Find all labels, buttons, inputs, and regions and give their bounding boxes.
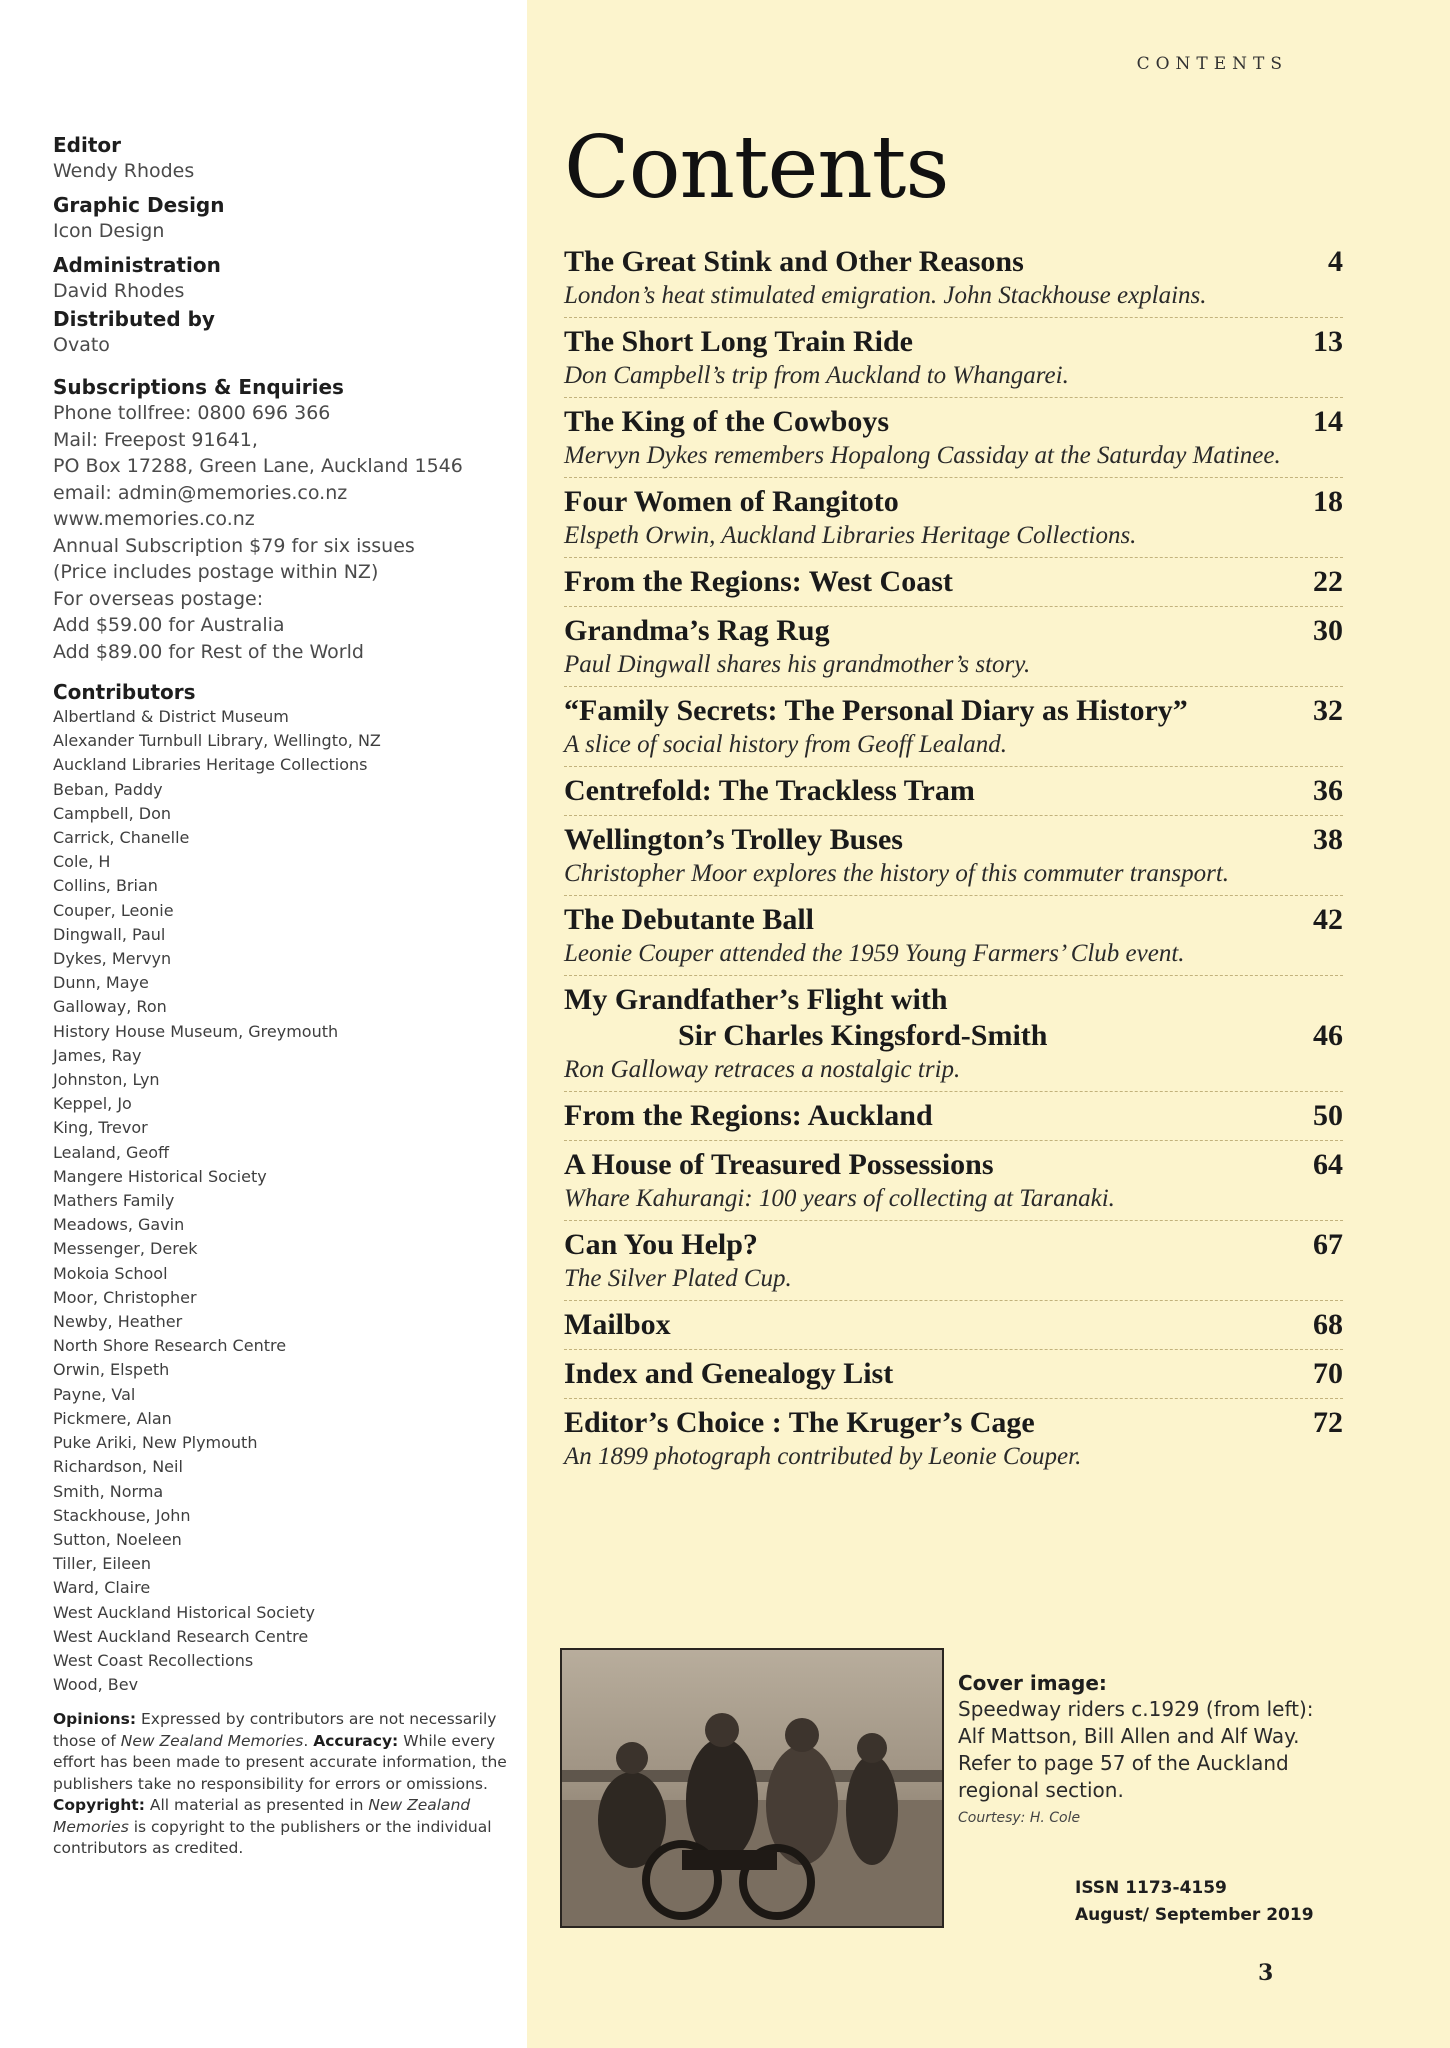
issue-date: August/ September 2019 <box>1075 1905 1314 1925</box>
copyright-text-b: is copyright to the publishers or the individual contributors as credited. <box>53 1817 492 1858</box>
toc-entry-row <box>564 1307 1343 1343</box>
toc-entry-description: Ron Galloway retraces a nostalgic trip. <box>564 1056 961 1083</box>
toc-entry-title-line2: Sir Charles Kingsford-Smith <box>678 1019 1048 1052</box>
toc-entry-row <box>564 822 1343 858</box>
toc-entry-description: Paul Dingwall shares his grandmother’s story. <box>564 651 1031 678</box>
toc-entry-description: Whare Kahurangi: 100 years of collecting at Taranaki. <box>564 1185 1115 1212</box>
contributor-name: Smith, Norma <box>53 1481 164 1501</box>
toc-entry-page: 70 <box>1313 1357 1343 1390</box>
toc-entry-title: Can You Help? <box>564 1228 758 1261</box>
contributor-name: King, Trevor <box>53 1118 148 1138</box>
issn-block <box>1075 1875 1314 1929</box>
contributor-name: Meadows, Gavin <box>53 1215 185 1235</box>
design-name: Icon Design <box>53 220 165 242</box>
section-header: CONTENTS <box>1136 54 1288 74</box>
cover-caption-text: Speedway riders c.1929 (from left): Alf Mattson, Bill Allen and Alf Way. Refer to page 57 of the Auckland regional section. <box>958 1697 1314 1802</box>
toc-entry-page: 46 <box>1313 1019 1343 1052</box>
contributor-name: Albertland & District Museum <box>53 707 289 726</box>
toc-entry[interactable] <box>564 976 1343 1092</box>
page-title: Contents <box>564 118 949 218</box>
toc-entry-row <box>564 1356 1343 1392</box>
toc-entry-row <box>564 693 1343 729</box>
toc-entry[interactable] <box>564 238 1343 318</box>
toc-entry-row <box>564 1147 1343 1183</box>
design-label: Graphic Design <box>53 193 225 217</box>
issn: ISSN 1173-4159 <box>1075 1878 1227 1898</box>
contributor-name: Tiller, Eileen <box>53 1554 152 1574</box>
toc-entry-page: 30 <box>1313 614 1343 647</box>
toc-entry-page: 22 <box>1313 565 1343 598</box>
toc-entry[interactable] <box>564 1399 1343 1478</box>
toc-entry-description: Mervyn Dykes remembers Hopalong Cassiday at the Saturday Matinee. <box>564 442 1281 469</box>
toc-entry-title: “Family Secrets: The Personal Diary as History” <box>564 694 1188 727</box>
contributor-name: Mathers Family <box>53 1191 175 1211</box>
toc-entry-title: Wellington’s Trolley Buses <box>564 823 903 856</box>
toc-entry[interactable] <box>564 478 1343 558</box>
toc-entry-row <box>564 1405 1343 1441</box>
contributor-name: West Auckland Research Centre <box>53 1626 309 1646</box>
subscription-line: Add $59.00 for Australia <box>53 614 285 636</box>
contributor-name: Richardson, Neil <box>53 1457 183 1477</box>
toc-entry-description: Leonie Couper attended the 1959 Young Farmers’ Club event. <box>564 940 1185 967</box>
subscription-line: Phone tollfree: 0800 696 366 <box>53 402 331 424</box>
toc-entry-description: London’s heat stimulated emigration. John Stackhouse explains. <box>564 282 1207 309</box>
contributor-name: Alexander Turnbull Library, Wellingto, NZ <box>53 731 381 751</box>
contributor-name: Johnston, Lyn <box>53 1070 160 1090</box>
toc-entry-page: 32 <box>1313 694 1343 727</box>
contributors-list <box>53 705 513 1697</box>
toc-entry-page: 64 <box>1313 1148 1343 1181</box>
contributor-name: Carrick, Chanelle <box>53 828 190 848</box>
toc-entry-row <box>564 773 1343 809</box>
contributor-name: Keppel, Jo <box>53 1094 132 1114</box>
contributor-name: Newby, Heather <box>53 1312 183 1332</box>
contributor-name: Dunn, Maye <box>53 973 149 993</box>
contributor-name: Dykes, Mervyn <box>53 949 172 969</box>
toc-entry-page: 14 <box>1313 405 1343 438</box>
contributor-name: Ward, Claire <box>53 1578 151 1598</box>
toc-entry-title: The Great Stink and Other Reasons <box>564 245 1024 278</box>
contributor-name: Moor, Christopher <box>53 1287 197 1307</box>
toc-entry-page: 38 <box>1313 823 1343 856</box>
toc-entry[interactable] <box>564 398 1343 478</box>
toc-entry-title: Mailbox <box>564 1308 671 1341</box>
contributor-name: History House Museum, Greymouth <box>53 1021 339 1041</box>
toc-entry-page: 50 <box>1313 1099 1343 1132</box>
toc-entry-page: 4 <box>1328 245 1343 278</box>
speedway-riders-photo <box>562 1650 942 1926</box>
distributor-name: Ovato <box>53 334 110 356</box>
accuracy-label: Accuracy: <box>313 1731 399 1750</box>
accuracy-text: While every effort has been made to present accurate information, the publishers take no responsibility for errors or omissions. <box>53 1731 507 1793</box>
toc-entry-row <box>564 324 1343 360</box>
copyright-magazine: New Zealand Memories <box>53 1796 471 1836</box>
toc-entry[interactable] <box>564 1092 1343 1141</box>
legal-notes <box>53 1709 513 1860</box>
toc-entry[interactable] <box>564 896 1343 976</box>
editor-label: Editor <box>53 133 121 157</box>
toc-entry-title: My Grandfather’s Flight with <box>564 983 948 1016</box>
contributor-name: Galloway, Ron <box>53 997 167 1017</box>
distributor-label: Distributed by <box>53 307 215 331</box>
table-of-contents <box>564 238 1343 1478</box>
toc-entry-title: A House of Treasured Possessions <box>564 1148 994 1181</box>
masthead-column <box>0 0 527 2048</box>
toc-entry-row <box>564 902 1343 938</box>
toc-entry-page: 42 <box>1313 903 1343 936</box>
contributor-name: Pickmere, Alan <box>53 1408 172 1428</box>
toc-entry-title: Four Women of Rangitoto <box>564 485 899 518</box>
cover-photo <box>560 1648 944 1928</box>
contributor-name: Auckland Libraries Heritage Collections <box>53 755 368 775</box>
opinions-magazine: New Zealand Memories <box>120 1731 304 1750</box>
toc-entry-row <box>564 1098 1343 1134</box>
contributor-name: Sutton, Noeleen <box>53 1529 182 1549</box>
toc-entry-row <box>564 484 1343 520</box>
toc-entry-title: From the Regions: West Coast <box>564 565 953 598</box>
admin-label: Administration <box>53 253 221 277</box>
subscription-line: Add $89.00 for Rest of the World <box>53 640 364 663</box>
toc-entry-row <box>564 613 1343 649</box>
subscription-line: Annual Subscription $79 for six issues <box>53 534 415 557</box>
subscription-line: Mail: Freepost 91641, <box>53 428 258 451</box>
admin-name: David Rhodes <box>53 280 185 302</box>
opinions-text-a: Expressed by contributors are not necessarily those of <box>53 1710 497 1750</box>
contributor-name: Orwin, Elspeth <box>53 1360 170 1380</box>
toc-entry-row <box>564 404 1343 440</box>
toc-entry[interactable] <box>564 318 1343 398</box>
contributor-name: Dingwall, Paul <box>53 924 166 944</box>
contributor-name: Wood, Bev <box>53 1675 139 1695</box>
opinions-label: Opinions: <box>53 1710 137 1729</box>
cover-caption-title: Cover image: <box>958 1671 1107 1695</box>
toc-entry-page: 36 <box>1313 774 1343 807</box>
contributor-name: Puke Ariki, New Plymouth <box>53 1433 258 1453</box>
contributor-name: Messenger, Derek <box>53 1239 198 1259</box>
subscription-line: For overseas postage: <box>53 587 264 610</box>
toc-entry-description: An 1899 photograph contributed by Leonie Couper. <box>564 1443 1082 1470</box>
copyright-label: Copyright: <box>53 1796 145 1815</box>
contributor-name: James, Ray <box>53 1045 142 1065</box>
contributor-name: Payne, Val <box>53 1384 136 1404</box>
toc-entry[interactable] <box>564 1221 1343 1301</box>
toc-entry-row <box>564 1018 1343 1054</box>
toc-entry[interactable] <box>564 1301 1343 1350</box>
editor-name: Wendy Rhodes <box>53 160 195 182</box>
page-number: 3 <box>1258 1960 1274 1986</box>
subscription-line: (Price includes postage within NZ) <box>53 561 379 583</box>
toc-entry-description: Elspeth Orwin, Auckland Libraries Heritage Collections. <box>564 522 1137 549</box>
toc-entry[interactable] <box>564 558 1343 607</box>
toc-entry-description: Don Campbell’s trip from Auckland to Whangarei. <box>564 362 1069 389</box>
contributor-name: Couper, Leonie <box>53 900 174 920</box>
cover-caption <box>958 1670 1328 1826</box>
toc-entry-page: 18 <box>1313 485 1343 518</box>
subscriptions-label: Subscriptions & Enquiries <box>53 375 344 399</box>
toc-entry-row <box>564 564 1343 600</box>
toc-entry-title: Grandma’s Rag Rug <box>564 614 830 647</box>
toc-entry[interactable] <box>564 1350 1343 1399</box>
toc-entry[interactable] <box>564 767 1343 816</box>
contributor-name: Collins, Brian <box>53 876 158 896</box>
toc-entry-title: Index and Genealogy List <box>564 1357 894 1390</box>
contributor-name: Mokoia School <box>53 1263 168 1283</box>
toc-entry-description: Christopher Moor explores the history of this commuter transport. <box>564 860 1230 887</box>
contributor-name: Stackhouse, John <box>53 1505 191 1525</box>
contributor-name: West Auckland Historical Society <box>53 1602 316 1622</box>
copyright-text-a: All material as presented in <box>144 1796 369 1815</box>
toc-entry-row <box>564 244 1343 280</box>
subscription-line: PO Box 17288, Green Lane, Auckland 1546 <box>53 455 463 477</box>
toc-entry-description: The Silver Plated Cup. <box>564 1265 792 1292</box>
contributor-name: Beban, Paddy <box>53 779 163 799</box>
toc-entry-title: The King of the Cowboys <box>564 405 890 438</box>
subscription-line: email: admin@memories.co.nz <box>53 481 348 504</box>
cover-credit: Courtesy: H. Cole <box>958 1810 1081 1826</box>
contributor-name: Lealand, Geoff <box>53 1142 170 1162</box>
contributor-name: Campbell, Don <box>53 803 172 823</box>
contributor-name: Mangere Historical Society <box>53 1166 267 1186</box>
contributors-title: Contributors <box>53 680 196 704</box>
toc-entry-page: 68 <box>1313 1308 1343 1341</box>
toc-entry[interactable] <box>564 687 1343 767</box>
toc-entry-page: 67 <box>1313 1228 1343 1261</box>
toc-entry-title: Centrefold: The Trackless Tram <box>564 774 975 807</box>
toc-entry-title: Editor’s Choice : The Kruger’s Cage <box>564 1406 1035 1439</box>
toc-entry-title: The Debutante Ball <box>564 903 815 936</box>
contributor-name: Cole, H <box>53 852 111 872</box>
contributor-name: North Shore Research Centre <box>53 1336 287 1356</box>
toc-entry-title: From the Regions: Auckland <box>564 1099 933 1132</box>
toc-entry-description: A slice of social history from Geoff Lealand. <box>564 731 1008 758</box>
toc-entry-page: 13 <box>1313 325 1343 358</box>
toc-entry-title: The Short Long Train Ride <box>564 325 913 358</box>
subscription-details <box>53 400 513 665</box>
contributor-name: West Coast Recollections <box>53 1650 254 1670</box>
subscription-line: www.memories.co.nz <box>53 508 255 530</box>
toc-entry[interactable] <box>564 607 1343 687</box>
toc-entry[interactable] <box>564 1141 1343 1221</box>
toc-entry-page: 72 <box>1313 1406 1343 1439</box>
toc-entry-row <box>564 1227 1343 1263</box>
opinions-text-b: . <box>303 1731 309 1750</box>
toc-entry[interactable] <box>564 816 1343 896</box>
